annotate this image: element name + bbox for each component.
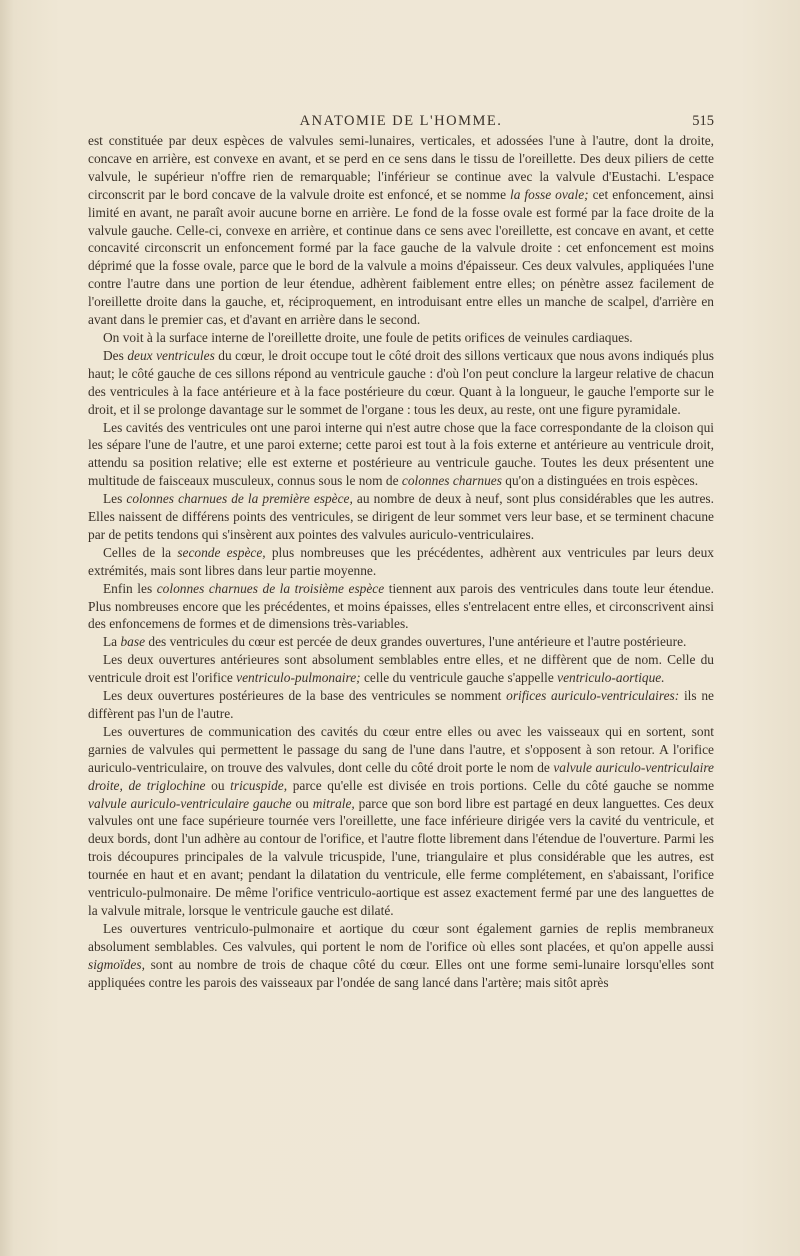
text-run: plus nombreuses que les précédentes, adhèrent aux ventricules par leurs deux extrémités, mais sont libres dans leur partie moyenne. xyxy=(88,544,714,578)
paragraph xyxy=(88,329,714,347)
text-run: parce que son bord libre est partagé en deux languettes. Ces deux valvules ont une face supérieure tournée vers l'oreillette, une face inférieure dirigée vers la cavité du ventricule, et deux bords, dont l'un adhère au contour de l'orifice, et l'autre flotte librement dans l'étendue de l'ouverture. Parmi les trois découpures principales de la valvule tricuspide, l'une, triangulaire et plus considérable que les autres, est tournée en haut et en avant; pendant la dilatation du ventricule, elle ferme complétement, en s'abaissant, l'orifice ventriculo-pulmonaire. De même l'orifice ventriculo-aortique est assez exactement fermé par une des languettes de la valvule mitrale, lorsque le ventricule gauche est dilaté. xyxy=(88,795,715,918)
paragraph xyxy=(88,347,714,419)
page-number: 515 xyxy=(692,113,714,129)
text-run: est constituée par deux espèces de valvules semi-lunaires, verticales, et adossées l'une à l'autre, dont la droite, concave en arrière, est convexe en avant, et se perd en ce sens dans le tissu de l'oreillette. Des deux piliers de cette valvule, le supérieur n'offre rien de remarquable; l'inférieur se continue avec la valvule d'Eustachi. L'espace circonscrit par le bord concave de la valvule droite est enfoncé, et se nomme xyxy=(88,133,714,202)
text-run: La xyxy=(103,634,121,650)
italic-term: deux ventricules xyxy=(127,347,215,363)
text-run: qu'on a distinguées en trois espèces. xyxy=(501,473,699,489)
italic-term: sigmoïdes, xyxy=(88,956,145,972)
text-run: tiennent aux parois des ventricules dans toute leur étendue. Plus nombreuses encore que les précédentes, et moins épaisses, elles s'entrelacent entre elles, et circonscrivent ainsi des enfoncemens de formes et de dimensions très-variables. xyxy=(88,580,714,632)
italic-term: mitrale, xyxy=(312,795,355,811)
text-run: Les xyxy=(103,491,127,507)
text-run: Celles de la xyxy=(103,544,178,560)
text-run: celle du ventricule gauche s'appelle xyxy=(360,670,558,686)
text-run: ou xyxy=(291,795,313,811)
italic-term: seconde espèce, xyxy=(177,544,266,560)
italic-term: ventriculo-pulmonaire; xyxy=(236,670,361,686)
italic-term: la fosse ovale; xyxy=(510,186,589,202)
body-text xyxy=(88,132,714,992)
text-run: Les deux ouvertures antérieures sont absolument semblables entre elles, et ne diffèrent que de nom. Celle du ventricule droit est l'orifice xyxy=(88,652,714,686)
text-run: cet enfoncement, ainsi limité en avant, ne paraît avoir aucune borne en arrière. Le fond de la fosse ovale est formé par la face droite de la valvule gauche. Celle-ci, convexe en arrière, et continue dans ce sens avec l'oreillette, est concave en avant, et cette concavité circonscrit un enfoncement formé par la face gauche de la valvule droite : cet enfoncement est moins déprimé que la fosse ovale, parce que le bord de la valvule a moins d'épaisseur. Ces deux valvules, appliquées l'une contre l'autre dans une portion de leur étendue, adhèrent faiblement entre elles; on pénètre assez facilement de l'oreillette droite dans la gauche, et, réciproquement, en introduisant entre elles un manche de scalpel, d'arrière en avant dans le premier cas, et d'avant en arrière dans le second. xyxy=(88,186,714,328)
text-run: Des xyxy=(103,347,128,363)
paragraph xyxy=(88,490,714,544)
paragraph xyxy=(88,580,714,634)
paragraph xyxy=(88,687,714,723)
text-run: parce qu'elle est divisée en trois portions. Celle du côté gauche se nomme xyxy=(287,777,715,793)
italic-term: orifices auriculo-ventriculaires: xyxy=(506,688,680,704)
running-title: ANATOMIE DE L'HOMME. xyxy=(299,113,503,129)
italic-term: colonnes charnues de la troisième espèce xyxy=(156,580,385,596)
text-run: Les ouvertures de communication des cavités du cœur entre elles ou avec les vaisseaux qui en sortent, sont garnies de valvules qui permettent le passage du sang de l'une dans l'autre, et s'opposent à son retour. A l'orifice auriculo-ventriculaire, on trouve des valvules, dont celle du côté droit porte le nom de xyxy=(88,723,714,775)
paragraph xyxy=(88,723,714,920)
italic-term: colonnes charnues xyxy=(401,473,502,489)
text-run: Les cavités des ventricules ont une paroi interne qui n'est autre chose que la face correspondante de la cloison qui les sépare l'une de l'autre, et une paroi externe; cette paroi est tout à la fois externe et antérieure au ventricule droit, attendu sa position relative; elle est externe et postérieure au ventricule gauche. Toutes les deux présentent une multitude de faisceaux musculeux, connus sous le nom de xyxy=(88,419,714,489)
paragraph xyxy=(88,651,714,687)
italic-term: ventriculo-aortique. xyxy=(557,670,665,686)
paragraph xyxy=(88,544,714,580)
text-run: sont au nombre de trois de chaque côté du cœur. Elles ont une forme semi-lunaire lorsqu'elles sont appliquées contre les parois des vaisseaux par l'ondée de sang lancé dans l'artère; mais sitôt après xyxy=(88,956,714,990)
italic-term: valvule auriculo-ventriculaire droite, de triglochine xyxy=(88,759,714,793)
italic-term: tricuspide, xyxy=(230,777,288,793)
paragraph xyxy=(88,920,714,992)
text-run: des ventricules du cœur est percée de deux grandes ouvertures, l'une antérieure et l'autre postérieure. xyxy=(145,634,687,650)
italic-term: base xyxy=(120,634,146,650)
paragraph xyxy=(88,633,714,651)
text-run: Les deux ouvertures postérieures de la base des ventricules se nomment xyxy=(103,688,507,704)
italic-term: colonnes charnues de la première espèce, xyxy=(126,491,353,507)
text-run: au nombre de deux à neuf, sont plus considérables que les autres. Elles naissent de différens points des ventricules, se dirigent de leur sommet vers leur base, et se terminent chacune par de petits tendons qui s'insèrent aux pointes des valvules auriculo-ventriculaires. xyxy=(88,491,714,542)
paragraph xyxy=(88,419,714,491)
text-run: du cœur, le droit occupe tout le côté droit des sillons verticaux que nous avons indiqués plus haut; le côté gauche de ces sillons répond au ventricule gauche : d'où l'on peut conclure la largeur relative de chacun des ventricules à la face antérieure et à la face postérieure du cœur. Quant à la longueur, le gauche l'emporte sur le droit, et il se prolonge davantage sur le sommet de l'organe : tous les deux, au reste, ont une figure pyramidale. xyxy=(88,347,714,417)
text-run: On voit à la surface interne de l'oreillette droite, une foule de petits orifices de veinules cardiaques. xyxy=(103,329,633,345)
paragraph xyxy=(88,132,714,329)
text-run: Enfin les xyxy=(103,580,157,596)
text-run: ou xyxy=(205,777,231,793)
italic-term: valvule auriculo-ventriculaire gauche xyxy=(88,795,292,811)
text-run: ils ne diffèrent pas l'un de l'autre. xyxy=(88,688,714,721)
text-run: Les ouvertures ventriculo-pulmonaire et aortique du cœur sont également garnies de replis membraneux absolument semblables. Ces valvules, qui portent le nom de l'orifice où elles sont placées, et qu'on appelle aussi xyxy=(88,920,714,954)
